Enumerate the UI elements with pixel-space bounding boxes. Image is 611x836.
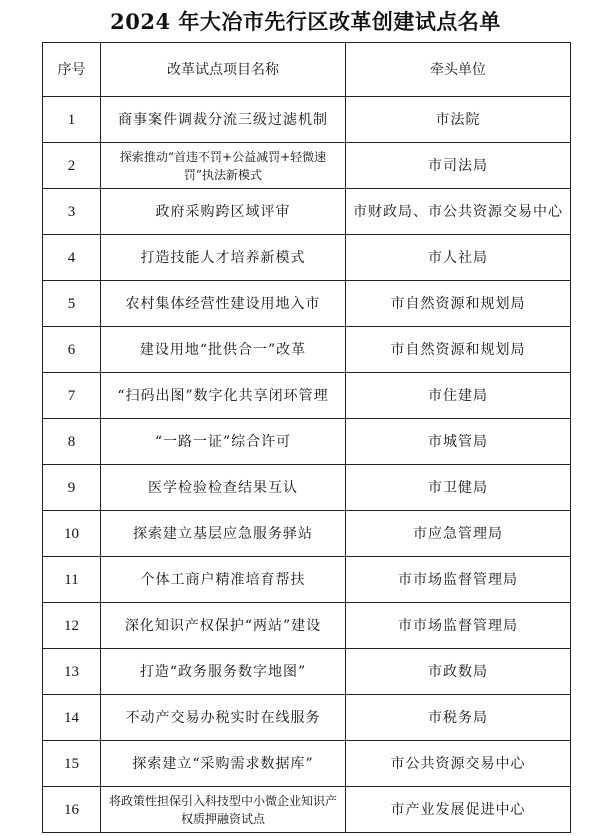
row-unit: 市自然资源和规划局 (346, 327, 571, 373)
row-project: “一路一证”综合许可 (101, 419, 346, 465)
row-unit: 市市场监督管理局 (346, 603, 571, 649)
row-unit: 市法院 (346, 97, 571, 143)
row-index: 8 (43, 419, 101, 465)
row-project: 将政策性担保引入科技型中小微企业知识产权质押融资试点 (101, 787, 346, 833)
row-unit: 市产业发展促进中心 (346, 787, 571, 833)
row-project: 政府采购跨区域评审 (101, 189, 346, 235)
row-unit: 市自然资源和规划局 (346, 281, 571, 327)
row-unit: 市财政局、市公共资源交易中心 (346, 189, 571, 235)
row-index: 2 (43, 143, 101, 189)
table-row (43, 511, 571, 557)
table-row (43, 603, 571, 649)
row-project: 探索建立“采购需求数据库” (101, 741, 346, 787)
row-index: 10 (43, 511, 101, 557)
row-unit: 市政数局 (346, 649, 571, 695)
table-row (43, 97, 571, 143)
page-title: 2024 年大冶市先行区改革创建试点名单 (110, 9, 501, 34)
header-index: 序号 (43, 43, 101, 97)
row-index: 9 (43, 465, 101, 511)
table-row (43, 143, 571, 189)
row-unit: 市司法局 (346, 143, 571, 189)
header-project: 改革试点项目名称 (101, 43, 346, 97)
row-project: 建设用地“批供合一”改革 (101, 327, 346, 373)
row-index: 4 (43, 235, 101, 281)
row-unit: 市住建局 (346, 373, 571, 419)
row-project: “扫码出图”数字化共享闭环管理 (101, 373, 346, 419)
row-index: 13 (43, 649, 101, 695)
row-project: 不动产交易办税实时在线服务 (101, 695, 346, 741)
table-row (43, 419, 571, 465)
row-project: 探索建立基层应急服务驿站 (101, 511, 346, 557)
row-unit: 市应急管理局 (346, 511, 571, 557)
row-index: 14 (43, 695, 101, 741)
row-project: 商事案件调裁分流三级过滤机制 (101, 97, 346, 143)
row-index: 6 (43, 327, 101, 373)
table-row (43, 465, 571, 511)
row-project: 深化知识产权保护“两站”建设 (101, 603, 346, 649)
row-unit: 市人社局 (346, 235, 571, 281)
row-project: 打造“政务服务数字地图” (101, 649, 346, 695)
header-unit: 牵头单位 (346, 43, 571, 97)
row-project: 个体工商户精准培育帮扶 (101, 557, 346, 603)
row-unit: 市公共资源交易中心 (346, 741, 571, 787)
table-row (43, 281, 571, 327)
row-index: 5 (43, 281, 101, 327)
row-project: 医学检验检查结果互认 (101, 465, 346, 511)
table-row (43, 649, 571, 695)
table-row (43, 373, 571, 419)
row-index: 11 (43, 557, 101, 603)
row-index: 3 (43, 189, 101, 235)
table-header-row (43, 43, 571, 97)
row-unit: 市城管局 (346, 419, 571, 465)
table-row (43, 557, 571, 603)
table-row (43, 695, 571, 741)
row-index: 16 (43, 787, 101, 833)
pilot-list-table (42, 42, 571, 833)
table-row (43, 189, 571, 235)
row-unit: 市税务局 (346, 695, 571, 741)
table-row (43, 235, 571, 281)
row-index: 1 (43, 97, 101, 143)
table-row (43, 787, 571, 833)
row-project: 探索推动“首违不罚+公益减罚+轻微速罚”执法新模式 (101, 143, 346, 189)
table-row (43, 741, 571, 787)
row-project: 农村集体经营性建设用地入市 (101, 281, 346, 327)
row-unit: 市市场监督管理局 (346, 557, 571, 603)
row-index: 7 (43, 373, 101, 419)
table-row (43, 327, 571, 373)
row-unit: 市卫健局 (346, 465, 571, 511)
row-index: 15 (43, 741, 101, 787)
row-project: 打造技能人才培养新模式 (101, 235, 346, 281)
row-index: 12 (43, 603, 101, 649)
